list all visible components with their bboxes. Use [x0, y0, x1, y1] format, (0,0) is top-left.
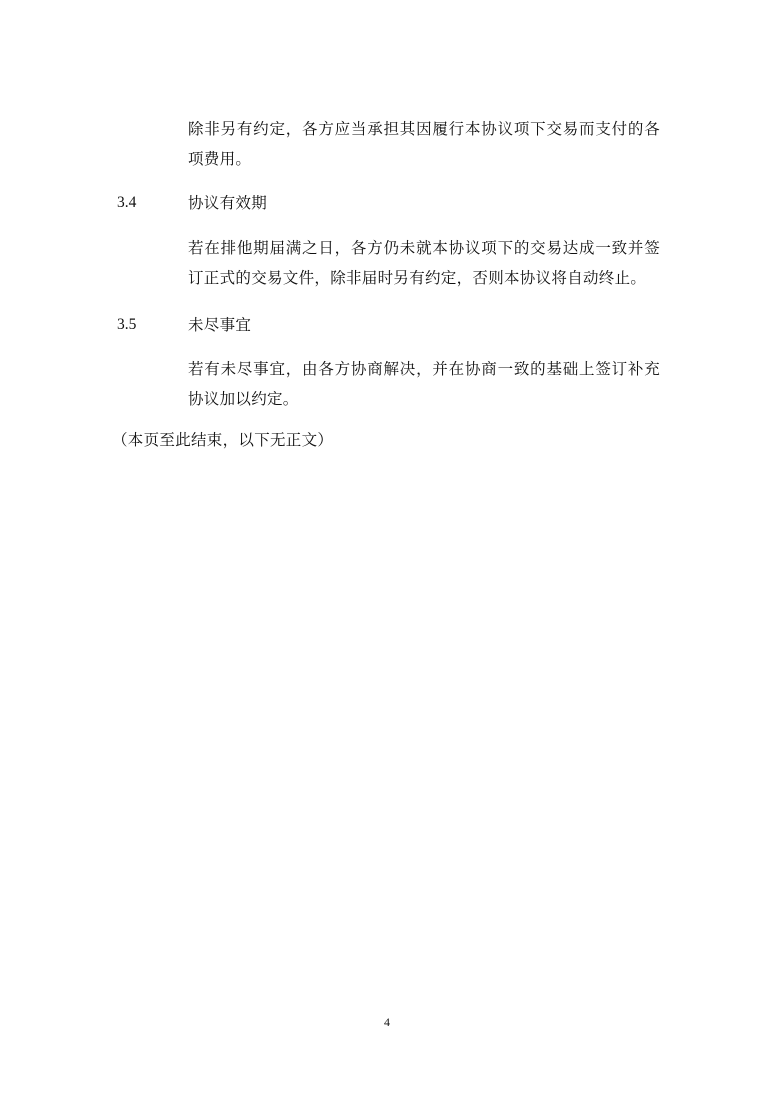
section-number: 3.5	[117, 316, 137, 333]
section-title: 未尽事宜	[188, 316, 252, 334]
section-3-5-body: 若有未尽事宜，由各方协商解决，并在协商一致的基础上签订补充协议加以约定。	[188, 360, 660, 408]
section-title: 协议有效期	[188, 194, 268, 212]
end-of-page-note: （本页至此结束，以下无正文）	[112, 431, 334, 449]
section-number: 3.4	[117, 194, 137, 211]
section-3-4-body: 若在排他期届满之日，各方仍未就本协议项下的交易达成一致并签订正式的交易文件，除非届时另有约定，否则本协议将自动终止。	[188, 239, 660, 287]
page-number: 4	[384, 1015, 390, 1029]
expenses-paragraph: 除非另有约定，各方应当承担其因履行本协议项下交易而支付的各项费用。	[188, 120, 660, 168]
